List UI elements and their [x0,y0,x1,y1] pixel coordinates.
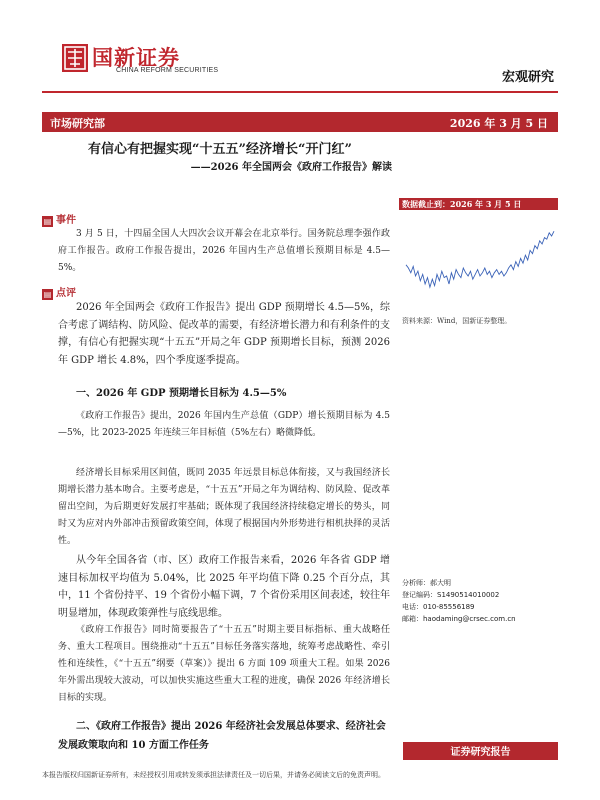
report-date: 2026 年 3 月 5 日 [449,117,548,130]
document-icon: ▤ [43,290,52,299]
event-paragraph: 3 月 5 日，十四届全国人大四次会议开幕会在北京举行。国务院总理李强作政府工作报告。政府工作报告提出，2026 年国内生产总值增长预期目标是 4.5—5%。 [58,229,390,273]
market-trend-chart [402,214,558,306]
phone-number: 010-85556189 [423,603,475,611]
analyst-label: 分析师： [402,579,430,587]
event-heading [42,211,76,227]
comment-heading [42,284,76,300]
analyst-line [402,578,451,588]
brand-name-en: CHINA REFORM SECURITIES [116,67,219,74]
chart-source: 资料来源：Wind，国新证券整理。 [402,317,512,325]
section1-title: 一、2026 年 GDP 预期增长目标为 4.5—5% [76,388,287,399]
comment-intro: 2026 年全国两会《政府工作报告》提出 GDP 预期增长 4.5—5%，综合考虑了调结构、防风险、促改革的需要，有经济增长潜力和有利条件的支撑，有信心有把握实现“十五五”开局之年 GDP 预期增长目标，预测 2026 年 GDP 增长 4.8%，四个季度逐季提高。 [58,302,390,366]
paragraph-2: 经济增长目标采用区间值，既同 2035 年远景目标总体衔接，又与我国经济长期增长潜力基本吻合。主要考虑是，“十五五”开局之年为调结构、防风险、促改革留出空间，为后期更好发展打牢基础；既体现了我国经济持续稳定增长的势头，同时又为应对内外部冲击预留政策空间，体现了根据国内外形势进行相机抉择的灵活性。 [58,468,390,546]
paragraph-4: 《政府工作报告》同时简要报告了“十五五”时期主要目标指标、重大战略任务、重大工程项目。围绕推动“十五五”目标任务落实落地，统筹考虑战略性、牵引性和连续性，《“十五五”纲要（草案）》提出 6 方面 109 项重大工程。如果 2026 年外需出现较大波动，可以加快实施这些重大工程的进度，确保 2026 年经济增长目标的实现。 [58,625,390,703]
document-icon: ▤ [43,217,52,226]
email-line [402,614,516,624]
brand-logo-icon [62,44,88,72]
phone-label: 电话： [402,603,423,611]
section2-title: 二、《政府工作报告》提出 2026 年经济社会发展总体要求、经济社会发展政策取向和 10 方面工作任务 [58,721,386,751]
disclaimer: 本报告版权归国新证券所有，未经授权引用或转发须承担法律责任及一切后果，并请务必阅读文后的免责声明。 [42,771,385,779]
analyst-name: 郝大明 [430,579,451,587]
email-label: 邮箱： [402,615,423,623]
series-line-0 [406,231,554,287]
paragraph-1: 《政府工作报告》提出，2026 年国内生产总值（GDP）增长预期目标为 4.5—5%，比 2023-2025 年连续三年目标值（5%左右）略微降低。 [58,411,390,438]
phone-line [402,602,475,612]
paragraph-3: 从今年全国各省（市、区）政府工作报告来看，2026 年各省 GDP 增速目标加权平均值为 5.04%，比 2025 年平均值下降 0.25 个百分点，其中，11 个省份持平、19 个省份小幅下调，7 个省份采用区间表述，较往年明显增加，体现政策弹性与底线思维。 [58,555,390,619]
comment-heading-label: 点评 [56,288,76,299]
brand-name: 国新证券 [92,46,180,70]
registration-code: S1490514010002 [437,591,500,599]
department-label: 市场研究部 [50,117,105,130]
page-title: 有信心有把握实现“十五五”经济增长“开门红” [88,142,352,157]
email-address[interactable]: haodaming@crsec.com.cn [423,615,516,623]
registration-label: 登记编码： [402,591,437,599]
event-heading-label: 事件 [56,215,76,226]
report-badge-label: 证券研究报告 [450,747,511,758]
header-divider [42,91,558,93]
registration-line [402,590,499,600]
data-cutoff-label: 数据截止到：2026 年 3 月 5 日 [402,199,522,209]
page-subtitle: ——2026 年全国两会《政府工作报告》解读 [190,162,392,173]
report-type: 宏观研究 [501,70,554,85]
